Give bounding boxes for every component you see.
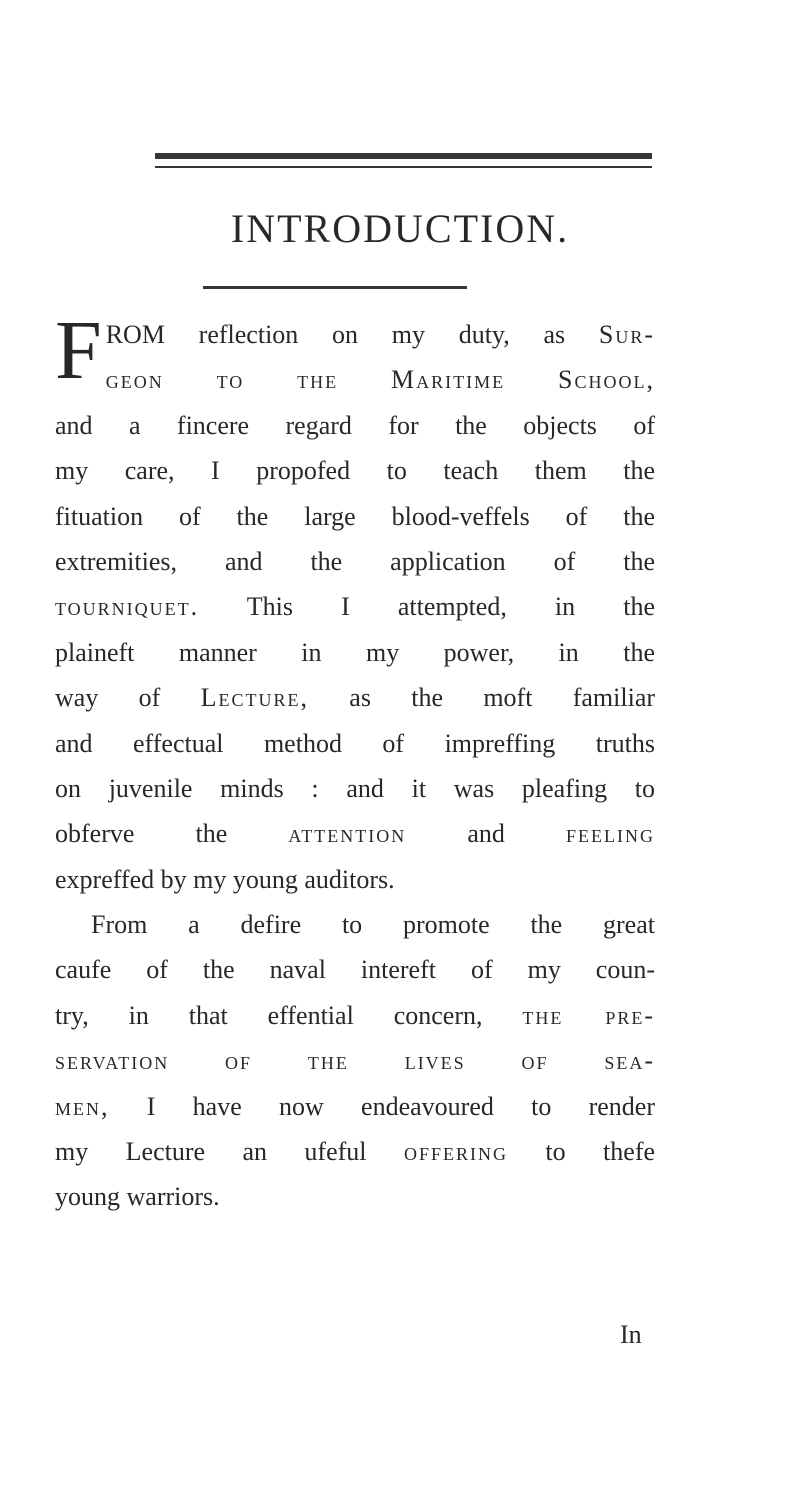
line-text: This I attempted, in the [246, 592, 656, 622]
text-line: young warriors. [55, 1182, 220, 1212]
text-line: my care, I propofed to teach them the [55, 456, 655, 486]
text-line: caufe of the naval intereft of my coun- [55, 955, 655, 985]
text-line: and effectual method of impreffing truths [55, 728, 655, 758]
small-caps-word: the pre- [522, 1000, 655, 1030]
text-line: servation of the lives of sea- [55, 1046, 655, 1076]
line-text: and [467, 819, 505, 849]
small-caps-word: men, [55, 1091, 110, 1121]
header-rule-thick [155, 153, 652, 159]
small-caps-word: offering [403, 1137, 508, 1167]
line-text: to thefe [545, 1137, 656, 1167]
line-text: try, in that effential concern, [55, 1000, 483, 1030]
line-text: geon to the Maritime School, [105, 365, 655, 395]
line-text: obferve the [55, 819, 228, 849]
text-line: on juvenile minds : and it was pleafing to [55, 773, 655, 803]
heading-rule [203, 286, 467, 289]
header-rule-thin [155, 166, 652, 168]
line-text: I have now endeavoured to render [146, 1091, 656, 1121]
small-caps-word: tourniquet. [55, 592, 200, 622]
line-text: as the moft familiar [349, 683, 656, 713]
small-caps-word: Lecture, [200, 683, 309, 713]
text-line [55, 1129, 655, 1174]
text-line: From a defire to promote the great [91, 910, 655, 940]
text-line: and a fincere regard for the objects of [55, 410, 655, 440]
text-line: plaineft manner in my power, in the [55, 637, 655, 667]
text-line [55, 993, 655, 1038]
body-text [55, 304, 656, 1220]
line-text: way of [55, 683, 161, 713]
text-line: fituation of the large blood-veffels of the [55, 501, 655, 531]
text-line [55, 675, 655, 720]
text-line [55, 312, 655, 357]
drop-cap: F [55, 304, 102, 397]
line-text: my Lecture an ufeful [55, 1137, 367, 1167]
small-caps-word: attention [288, 819, 407, 849]
chapter-heading: INTRODUCTION. [230, 206, 570, 251]
text-line: expreffed by my young auditors. [55, 864, 395, 894]
text-line [55, 584, 655, 629]
text-line [55, 811, 655, 856]
text-line [55, 1084, 655, 1129]
small-caps-word: feeling [566, 819, 655, 849]
line-text [106, 320, 655, 349]
line-text: ROM reflection on my duty, as [105, 320, 599, 349]
text-line: extremities, and the application of the [55, 546, 655, 576]
catchword: In [620, 1320, 642, 1349]
small-caps-word: Sur- [598, 320, 655, 349]
text-line [55, 357, 655, 402]
